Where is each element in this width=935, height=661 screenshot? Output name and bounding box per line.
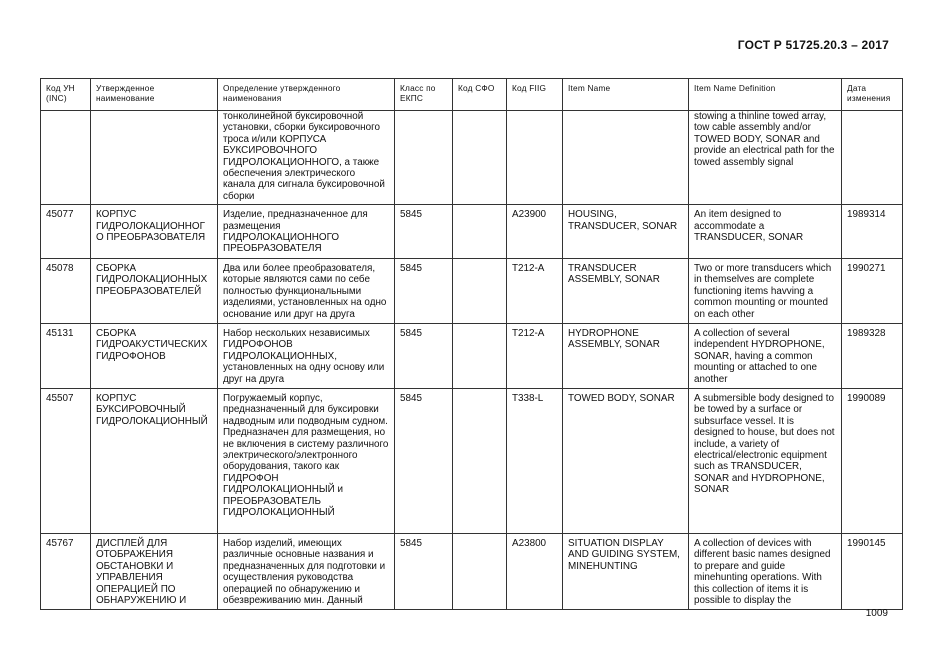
cell-approved-name: КОРПУС ГИДРОЛОКАЦИОННОГО ПРЕОБРАЗОВАТЕЛЯ <box>91 205 218 259</box>
document-code: ГОСТ Р 51725.20.3 – 2017 <box>737 38 889 52</box>
cell-item-name <box>563 111 689 205</box>
cell-item-name: HOUSING, TRANSDUCER, SONAR <box>563 205 689 259</box>
cell-approved-name: ДИСПЛЕЙ ДЛЯ ОТОБРАЖЕНИЯ ОБСТАНОВКИ И УПРАВЛЕНИЯ ОПЕРАЦИЕЙ ПО ОБНАРУЖЕНИЮ И <box>91 533 218 609</box>
page-number: 1009 <box>865 608 888 619</box>
table-row <box>41 205 903 259</box>
catalog-table-container <box>40 78 902 610</box>
cell-inc <box>41 111 91 205</box>
cell-class: 5845 <box>395 533 453 609</box>
cell-approved-name: СБОРКА ГИДРОЛОКАЦИОННЫХ ПРЕОБРАЗОВАТЕЛЕЙ <box>91 258 218 323</box>
header-item-name: Item Name <box>563 79 689 111</box>
cell-inc: 45767 <box>41 533 91 609</box>
table-row <box>41 388 903 533</box>
cell-date: 1989314 <box>842 205 903 259</box>
cell-sfo <box>453 205 507 259</box>
cell-date: 1989328 <box>842 323 903 388</box>
cell-definition: Два или более преобразователя, которые являются сами по себе полностью функциональными изделиями, установленных на одно основание или друг на друга <box>218 258 395 323</box>
cell-definition: тонколинейной буксировочной установки, сборки буксировочного троса и/или КОРПУСА БУКСИРОВОЧНОГО ГИДРОЛОКАЦИОННОГО, а также обеспечения электрического канала для сигнала буксировочной сборки <box>218 111 395 205</box>
cell-sfo <box>453 323 507 388</box>
cell-item-name: TRANSDUCER ASSEMBLY, SONAR <box>563 258 689 323</box>
header-fiig: Код FIIG <box>507 79 563 111</box>
cell-sfo <box>453 533 507 609</box>
cell-inc: 45077 <box>41 205 91 259</box>
cell-sfo <box>453 388 507 533</box>
header-date: Дата изменения <box>842 79 903 111</box>
cell-fiig <box>507 111 563 205</box>
cell-definition: Набор изделий, имеющих различные основные названия и предназначенных для подготовки и осуществления руководства операцией по обнаружению и обезвреживанию мин. Данный <box>218 533 395 609</box>
header-class: Класс по ЕКПС <box>395 79 453 111</box>
table-header-row <box>41 79 903 111</box>
cell-item-name: HYDROPHONE ASSEMBLY, SONAR <box>563 323 689 388</box>
header-definition: Определение утвержденного наименования <box>218 79 395 111</box>
cell-inc: 45131 <box>41 323 91 388</box>
header-inc: Код УН (INC) <box>41 79 91 111</box>
cell-class: 5845 <box>395 388 453 533</box>
cell-item-name-definition: stowing a thinline towed array, tow cable assembly and/or TOWED BODY, SONAR and provide an electrical path for the towed assembly signal <box>689 111 842 205</box>
cell-item-name-definition: Two or more transducers which in themselves are complete functioning items havving a common mounting or mounted on each other <box>689 258 842 323</box>
cell-date: 1990145 <box>842 533 903 609</box>
catalog-table <box>40 78 903 610</box>
cell-fiig: A23900 <box>507 205 563 259</box>
cell-inc: 45078 <box>41 258 91 323</box>
cell-definition: Изделие, предназначенное для размещения ГИДРОЛОКАЦИОННОГО ПРЕОБРАЗОВАТЕЛЯ <box>218 205 395 259</box>
cell-date <box>842 111 903 205</box>
cell-item-name-definition: A collection of several independent HYDROPHONE, SONAR, having a common mounting or attached to one another <box>689 323 842 388</box>
cell-class: 5845 <box>395 205 453 259</box>
cell-fiig: T212-A <box>507 323 563 388</box>
cell-fiig: T338-L <box>507 388 563 533</box>
cell-item-name: TOWED BODY, SONAR <box>563 388 689 533</box>
header-sfo: Код СФО <box>453 79 507 111</box>
cell-sfo <box>453 111 507 205</box>
cell-inc: 45507 <box>41 388 91 533</box>
cell-fiig: A23800 <box>507 533 563 609</box>
table-row <box>41 533 903 609</box>
table-row <box>41 111 903 205</box>
table-row <box>41 323 903 388</box>
table-row <box>41 258 903 323</box>
cell-class: 5845 <box>395 258 453 323</box>
cell-sfo <box>453 258 507 323</box>
cell-class <box>395 111 453 205</box>
cell-item-name-definition: An item designed to accommodate a TRANSDUCER, SONAR <box>689 205 842 259</box>
cell-approved-name <box>91 111 218 205</box>
header-approved-name: Утвержденное наименование <box>91 79 218 111</box>
cell-class: 5845 <box>395 323 453 388</box>
cell-item-name: SITUATION DISPLAY AND GUIDING SYSTEM, MINEHUNTING <box>563 533 689 609</box>
cell-approved-name: КОРПУС БУКСИРОВОЧНЫЙ ГИДРОЛОКАЦИОННЫЙ <box>91 388 218 533</box>
cell-item-name-definition: A submersible body designed to be towed by a surface or subsurface vessel. It is designed to house, but does not include, a variety of electrical/electronic equipment such as TRANSDUCER, SONAR and HYDROPHONE, SONAR <box>689 388 842 533</box>
cell-fiig: T212-A <box>507 258 563 323</box>
cell-date: 1990271 <box>842 258 903 323</box>
cell-approved-name: СБОРКА ГИДРОАКУСТИЧЕСКИХ ГИДРОФОНОВ <box>91 323 218 388</box>
header-item-name-definition: Item Name Definition <box>689 79 842 111</box>
cell-date: 1990089 <box>842 388 903 533</box>
cell-definition: Погружаемый корпус, предназначенный для буксировки надводным или подводным судном. Предназначен для размещения, но не включения в систему различного электрического/электронного оборудования, такого как ГИДРОФОН ГИДРОЛОКАЦИОННЫЙ и ПРЕОБРАЗОВАТЕЛЬ ГИДРОЛОКАЦИОННЫЙ <box>218 388 395 533</box>
cell-item-name-definition: A collection of devices with different basic names designed to prepare and guide minehunting operations. With this collection of items it is possible to display the <box>689 533 842 609</box>
cell-definition: Набор нескольких независимых ГИДРОФОНОВ ГИДРОЛОКАЦИОННЫХ, установленных на одну основу или друг на друга <box>218 323 395 388</box>
